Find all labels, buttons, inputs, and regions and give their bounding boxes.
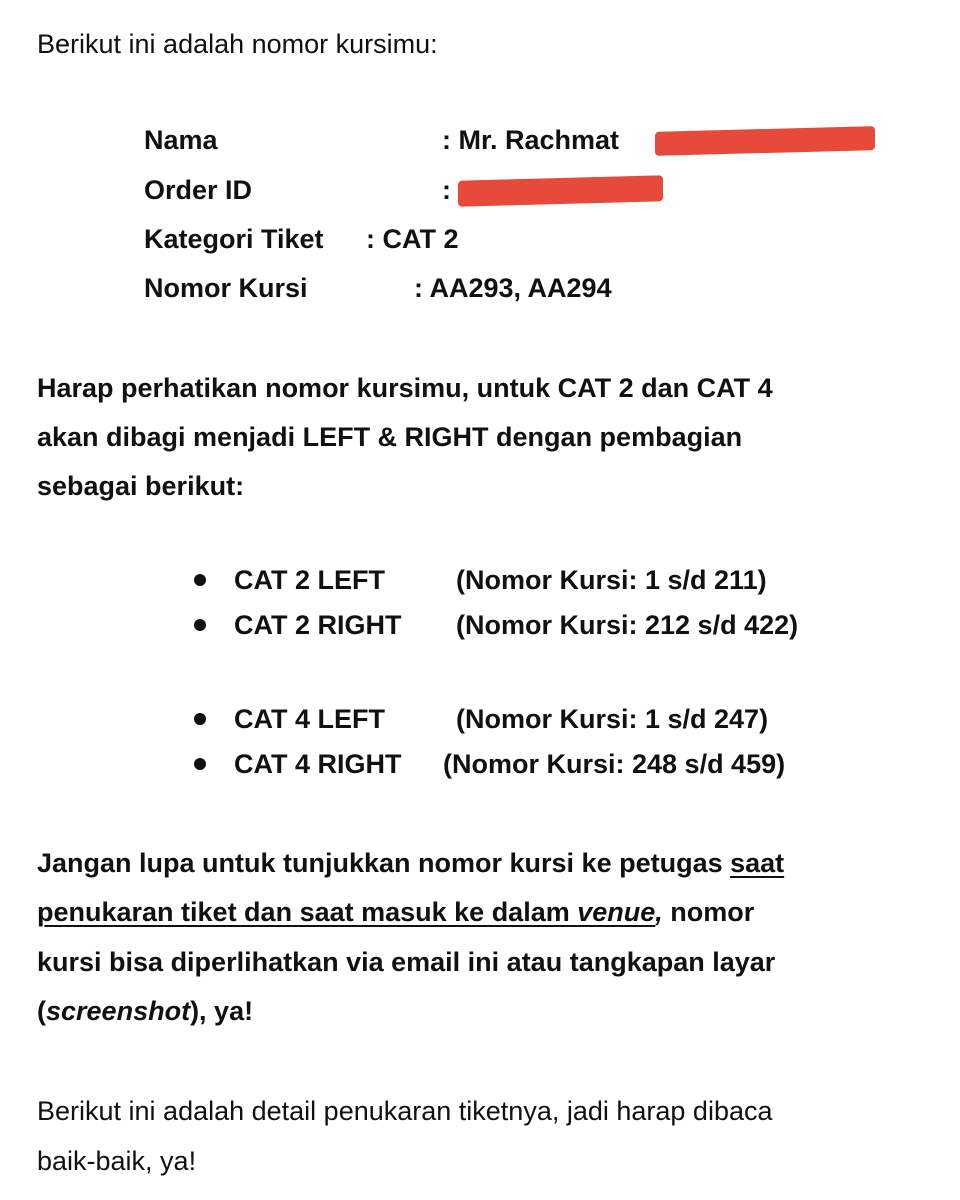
reminder-line-1 [37, 843, 784, 883]
bullet-range: (Nomor Kursi: 1 s/d 211) [456, 565, 767, 595]
reminder-line-4 [37, 991, 253, 1031]
bullet-category: CAT 2 LEFT [234, 565, 385, 595]
notice-line-3: sebagai berikut: [37, 471, 245, 501]
info-row-name [144, 120, 620, 160]
reminder-screenshot: screenshot [46, 996, 191, 1026]
bullet-icon [194, 619, 206, 631]
bullet-category: CAT 4 RIGHT [234, 749, 402, 779]
bullet-range: (Nomor Kursi: 212 s/d 422) [456, 610, 799, 640]
category-label: Kategori Tiket [144, 224, 324, 254]
bullet-icon [194, 574, 206, 586]
footer-line-2: baik-baik, ya! [37, 1146, 197, 1176]
reminder-underlined: penukaran tiket dan saat masuk ke dalam [37, 897, 578, 927]
reminder-line-3: kursi bisa diperlihatkan via email ini atau tangkapan layar [37, 947, 776, 977]
bullet-category: CAT 2 RIGHT [234, 610, 402, 640]
reminder-text: ), ya! [190, 996, 254, 1026]
order-redaction [458, 175, 663, 206]
reminder-text: ( [37, 996, 46, 1026]
name-label: Nama [144, 125, 218, 155]
order-sep: : [442, 175, 451, 205]
bullet-category: CAT 4 LEFT [234, 704, 385, 734]
intro-text: Berikut ini adalah nomor kursimu: [37, 29, 438, 59]
order-label: Order ID [144, 175, 253, 205]
seat-label: Nomor Kursi [144, 273, 308, 303]
reminder-venue: venue [577, 897, 656, 927]
seat-value: : AA293, AA294 [414, 273, 612, 303]
bullet-icon [194, 713, 206, 725]
reminder-text: nomor [662, 897, 755, 927]
info-row-category [144, 219, 459, 259]
bullet-range: (Nomor Kursi: 1 s/d 247) [456, 704, 769, 734]
reminder-text: Jangan lupa untuk tunjukkan nomor kursi ke petugas [37, 848, 731, 878]
footer-line-1: Berikut ini adalah detail penukaran tiketnya, jadi harap dibaca [37, 1096, 773, 1126]
name-value: : Mr. Rachmat [442, 125, 620, 155]
notice-line-2: akan dibagi menjadi LEFT & RIGHT dengan pembagian [37, 422, 743, 452]
bullet-range: (Nomor Kursi: 248 s/d 459) [443, 749, 786, 779]
info-row-seat [144, 268, 612, 308]
reminder-underlined: saat [730, 848, 785, 878]
reminder-comma: , [655, 897, 663, 927]
bullet-icon [194, 758, 206, 770]
category-value: : CAT 2 [366, 224, 459, 254]
name-redaction [655, 126, 875, 156]
notice-line-1: Harap perhatikan nomor kursimu, untuk CAT 2 dan CAT 4 [37, 373, 773, 403]
reminder-line-2 [37, 892, 754, 932]
info-row-order [144, 170, 451, 210]
